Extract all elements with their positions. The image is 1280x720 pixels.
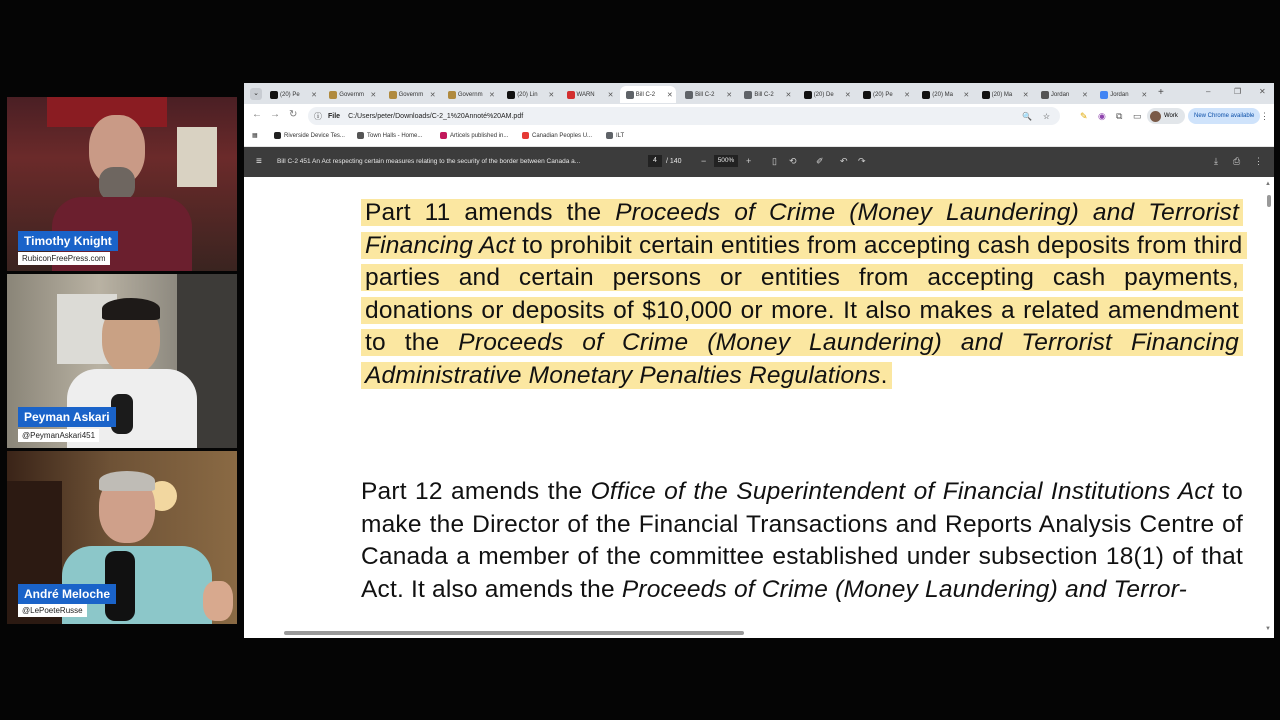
browser-tab[interactable] [738,86,794,103]
folder-icon [606,132,613,139]
x-logo-icon [863,91,871,99]
close-tab-icon[interactable]: ✕ [666,91,673,99]
riverside-icon [274,132,281,139]
globe-icon [626,91,634,99]
bookmark-star-icon[interactable]: ☆ [1042,111,1050,121]
download-icon[interactable]: ⤓ [1214,156,1218,166]
zoom-level-input[interactable]: 500% [714,155,738,167]
new-tab-button[interactable]: + [1158,87,1164,98]
tab-label: Bill C-2 [635,91,656,98]
info-icon[interactable]: ⓘ [314,111,322,121]
url-text: C:/Users/peter/Downloads/C-2_1%20Annoté%20AM.pdf [348,112,524,120]
close-tab-icon[interactable]: ✕ [1082,91,1088,99]
tab-label: (20) De [813,91,834,98]
text-run: Part 11 amends the [365,199,616,226]
google-icon [1100,91,1108,99]
apps-grid-icon[interactable]: ▦ [252,133,258,139]
act-title: Office of the Superintendent of Financial Institutions Act [590,478,1214,505]
browser-tab[interactable] [1094,86,1150,103]
browser-tab[interactable] [916,86,972,103]
tab-search-button[interactable]: ⌄ [250,88,262,100]
participant-handle: RubiconFreePress.com [18,252,110,265]
browser-window [244,83,1274,638]
zoom-in-icon[interactable]: + [746,156,752,166]
minimize-icon[interactable]: – [1206,87,1211,96]
close-tab-icon[interactable]: ✕ [489,91,495,99]
government-crest-icon [448,91,456,99]
highlighted-text [361,199,1247,389]
address-toolbar [244,104,1274,128]
participant-name: Peyman Askari [18,407,116,427]
tab-label: (20) Pe [873,91,893,98]
avatar [1150,111,1161,122]
government-crest-icon [329,91,337,99]
close-tab-icon[interactable]: ✕ [726,91,733,99]
close-tab-icon[interactable]: ✕ [607,91,614,99]
pdf-viewer[interactable] [244,177,1274,638]
close-tab-icon[interactable]: ✕ [429,91,436,99]
more-options-icon[interactable]: ⋮ [1260,111,1269,121]
x-logo-icon [982,91,990,99]
tab-label: WARN [576,91,595,98]
bookmark-item[interactable] [606,132,624,139]
browser-tab[interactable] [976,86,1032,103]
act-title: Proceeds of Crime (Money Laundering) and Terror- [621,575,1188,603]
horizontal-scrollbar[interactable] [284,631,744,635]
zoom-out-icon[interactable]: − [701,156,707,166]
new-chrome-available-button[interactable]: New Chrome available [1188,108,1260,124]
town-hall-icon [357,132,364,139]
text-run: to prohibit certain entities from accepting cash deposits from third parties and certain persons or entities from accepting cash payments, donations or deposits of $10,000 or more. It also makes a related amendment to the [365,231,1243,356]
split-view-icon[interactable]: ▭ [1133,111,1142,121]
browser-tab[interactable] [323,86,379,103]
close-tab-icon[interactable]: ✕ [1141,91,1148,99]
warning-icon [567,91,575,99]
close-tab-icon[interactable]: ✕ [963,91,970,99]
scroll-up-icon[interactable]: ▲ [1265,181,1271,187]
file-badge: File [328,112,341,120]
address-bar[interactable] [308,107,1060,125]
tab-label: (20) Ma [932,91,953,98]
browser-tab[interactable] [798,86,854,103]
forward-icon[interactable]: → [270,109,280,120]
x-logo-icon [922,91,930,99]
paragraph-part-11 [361,197,1243,392]
tab-label: (20) Ma [991,91,1013,98]
browser-tab[interactable] [1035,86,1091,103]
wikipedia-icon [1041,91,1049,99]
person-hair [99,471,155,491]
close-tab-icon[interactable]: ✕ [1022,91,1029,99]
tab-bar [244,83,1274,104]
browser-tab[interactable] [383,86,439,103]
extension-icon[interactable]: ✎ [1080,111,1088,121]
browser-tab[interactable] [620,86,676,103]
reload-icon[interactable]: ↻ [289,109,298,120]
bookmark-label: Canadian Peoples U... [532,132,593,139]
act-title: Proceeds of Crime (Money Laundering) and Terrorist Financing Administrative Monetary Penalties Regulations [365,329,1239,389]
pdf-toolbar [244,147,1274,177]
participant-handle: @PeymanAskari451 [18,429,99,442]
video-panel-timothy-knight [7,97,237,271]
text-run: to make the Director of the Financial Transactions and Reports Analysis Centre of Canada a member of the committee established under subsection 18(1) of that Act. It also amends the [361,478,1243,603]
government-crest-icon [389,91,397,99]
browser-tab[interactable] [561,86,617,103]
browser-tab[interactable] [264,86,320,103]
tab-label: Jordan [1110,91,1129,98]
bookmark-label: ILT [616,132,625,139]
highlight-icon[interactable]: ✐ [816,156,824,166]
browser-tab[interactable] [501,86,557,103]
browser-tab[interactable] [857,86,913,103]
tab-label: Bill C-2 [754,91,774,98]
bookmark-item[interactable] [522,132,592,139]
tab-label: (20) Pe [280,91,300,98]
paragraph-part-12 [361,476,1243,606]
bookmarks-bar [244,128,1274,147]
extension-icon[interactable]: ◉ [1098,111,1106,121]
video-panel-andre-meloche [7,451,237,624]
participant-name: André Meloche [18,584,116,604]
undo-icon[interactable]: ↶ [840,156,848,166]
rotate-icon[interactable]: ⟲ [789,156,797,166]
profile-label: Work [1164,113,1178,119]
close-tab-icon[interactable]: ✕ [370,91,377,99]
article-icon [440,132,447,139]
tab-label: Governm [339,91,364,98]
close-tab-icon[interactable]: ✕ [311,91,317,99]
close-tab-icon[interactable]: ✕ [785,91,792,99]
back-icon[interactable]: ← [252,109,262,120]
tab-label: Jordan [1050,91,1070,98]
close-tab-icon[interactable]: ✕ [548,91,555,99]
zoom-icon[interactable]: 🔍 [1022,111,1032,121]
text-run: Part 12 amends the [361,478,591,505]
person-hand [203,581,233,621]
video-panel-peyman-askari [7,274,237,448]
person-hair [102,298,160,320]
vertical-scrollbar[interactable] [1267,195,1271,207]
bookmark-item[interactable] [440,132,508,139]
more-options-icon[interactable]: ⋮ [1254,156,1263,166]
tab-label: Governm [457,91,483,98]
tab-label: Bill C-2 [695,91,715,98]
browser-tab[interactable] [679,86,735,103]
page-number-input[interactable]: 4 [648,155,662,167]
close-tab-icon[interactable]: ✕ [904,91,910,99]
bookmark-item[interactable] [274,132,345,139]
participant-name: Timothy Knight [18,231,118,251]
globe-icon [744,91,752,99]
bookmark-label: Town Halls - Home... [367,132,423,139]
page-total: / 140 [666,158,682,165]
scroll-down-icon[interactable]: ▼ [1265,626,1271,632]
text-run: . [880,361,888,389]
profile-button[interactable] [1147,108,1185,124]
globe-icon [685,91,693,99]
redo-icon[interactable]: ↷ [858,156,866,166]
extensions-puzzle-icon[interactable]: ⧉ [1116,111,1123,121]
menu-icon[interactable]: ≡ [256,156,262,167]
tab-label: Governm [398,91,424,98]
bookmark-item[interactable] [357,132,422,139]
x-logo-icon [804,91,812,99]
participant-handle: @LePoeteRusse [18,604,87,617]
bookmark-label: Articels published in... [450,132,509,139]
print-icon[interactable]: ⎙ [1233,156,1241,166]
act-title: Proceeds of Crime (Money Laundering) and Terrorist Financing Act [365,199,1239,259]
maximize-icon[interactable]: ❐ [1234,87,1242,96]
pdf-document-title: Bill C-2 451 An Act respecting certain measures relating to the security of the border between Canada a... [277,158,581,165]
person-beard [99,167,135,201]
x-logo-icon [507,91,515,99]
bookmark-label: Riverside Device Tes... [284,132,345,139]
browser-tab[interactable] [442,86,498,103]
fit-page-icon[interactable]: ▯ [772,156,777,166]
youtube-icon [522,132,529,139]
background-frame [177,127,217,187]
close-window-icon[interactable]: ✕ [1259,87,1266,96]
x-logo-icon [270,91,278,99]
tab-label: (20) Lin [517,91,538,98]
close-tab-icon[interactable]: ✕ [844,91,851,99]
